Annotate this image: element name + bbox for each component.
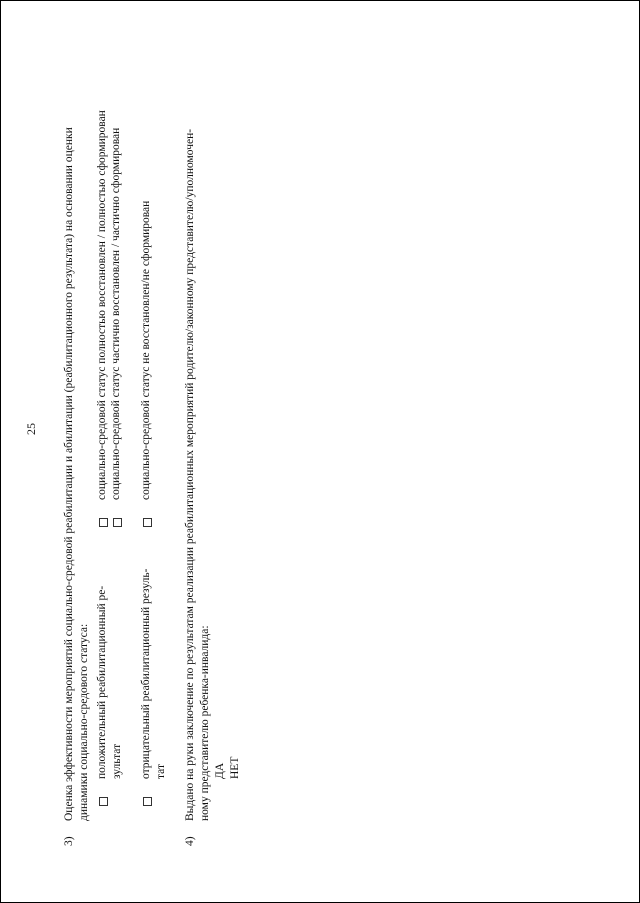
positive-result-label-line1: положительный реабилитационный ре-: [96, 585, 108, 779]
answer-yes: ДА: [214, 762, 226, 779]
section3-number: 3): [63, 836, 75, 846]
negative-result-checkbox[interactable]: [143, 797, 152, 806]
section4-line1: Выдано на руки заключение по результатам реализации реабилитационных мероприятий родителю/законному представителю/уполномочен-: [184, 128, 196, 821]
negative-result-label-line1: отрицательный реабилитационный резуль-: [140, 568, 152, 779]
answer-no: НЕТ: [229, 756, 241, 779]
option-partially-restored-checkbox[interactable]: [113, 518, 122, 527]
positive-result-label-line2: зультат: [111, 743, 123, 779]
section4-number: 4): [184, 836, 196, 846]
option-fully-restored-checkbox[interactable]: [99, 518, 108, 527]
section4-line2: ному представителю ребенка-инвалида:: [199, 625, 211, 821]
option-fully-restored-label: социально-средовой статус полностью восстановлен / полностью сформирован: [96, 110, 108, 500]
positive-result-checkbox[interactable]: [99, 797, 108, 806]
option-partially-restored-label: социально-средовой статус частично восстановлен / частично сформирован: [110, 127, 122, 500]
negative-result-label-line2: тат: [155, 764, 167, 779]
section3-heading-line1: Оценка эффективности мероприятий социально-средовой реабилитации и абилитации (реабилитационного результата) на основании оценки: [63, 127, 75, 821]
section3-heading-line2: динамики социально-средового статуса:: [78, 623, 90, 821]
page-number: 25: [24, 423, 38, 435]
option-not-restored-checkbox[interactable]: [143, 518, 152, 527]
option-not-restored-label: социально-средовой статус не восстановлен/не сформирован: [140, 200, 152, 500]
